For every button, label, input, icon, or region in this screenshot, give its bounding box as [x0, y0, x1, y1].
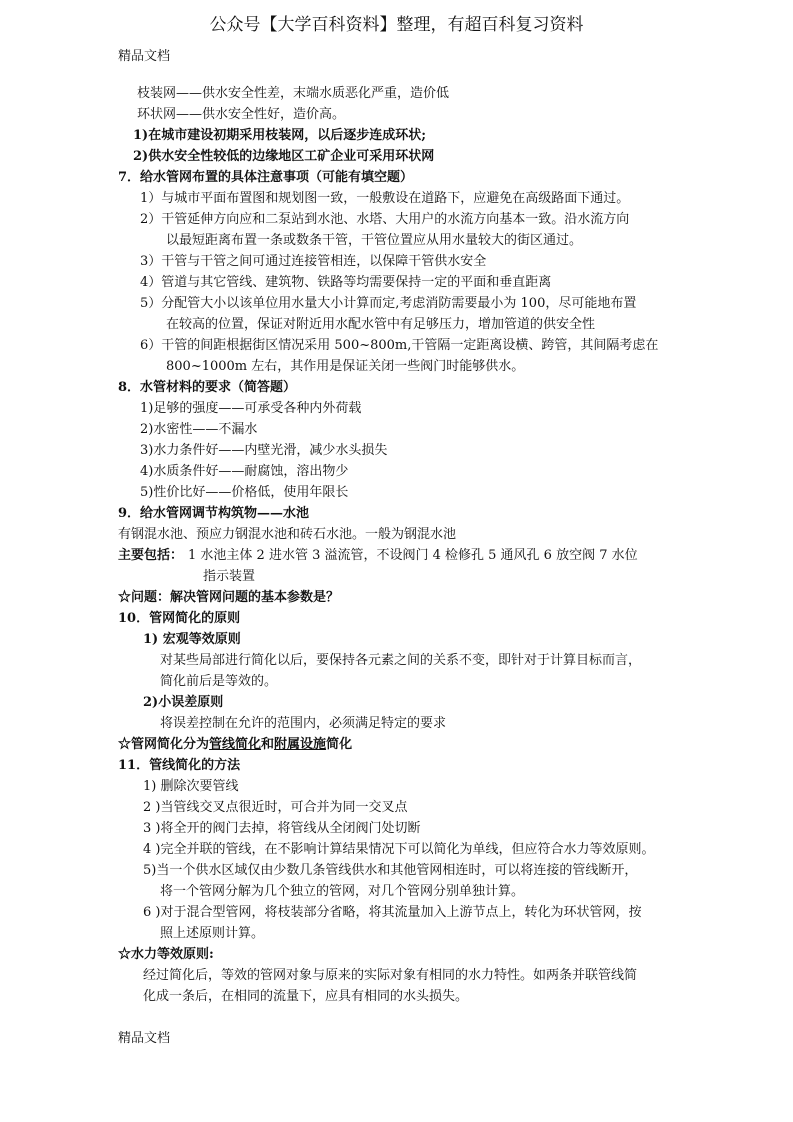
text-line: 枝装网——供水安全性差，末端水质恶化严重，造价低	[137, 86, 450, 101]
text-line: 环状网——供水安全性好，造价高。	[137, 107, 346, 122]
text-line: 简化前后是等效的。	[160, 674, 278, 689]
text-line: 5)当一个供水区域仅由少数几条管线供水和其他管网相连时，可以将连接的管线断开，	[143, 863, 638, 878]
text-line: 3）干管与干管之间可通过连接管相连，以保障干管供水安全	[140, 254, 487, 269]
subheading: 2)小误差原则	[143, 695, 224, 710]
text-line: 2)供水安全性较低的边缘地区工矿企业可采用环状网	[133, 149, 435, 164]
text-line: 5）分配管大小以该单位用水量大小计算而定,考虑消防需要最小为 100，尽可能地布置	[140, 296, 637, 311]
starred-prefix: ☆管网简化分为	[118, 737, 210, 752]
text-line: 1)足够的强度——可承受各种内外荷载	[140, 401, 362, 416]
underlined-term: 管线简化	[209, 737, 262, 752]
section-heading: 10．管网简化的原则	[118, 611, 241, 626]
text-line: 2 )当管线交叉点很近时，可合并为同一交叉点	[143, 800, 408, 815]
section-heading: 9．给水管网调节构筑物——水池	[118, 506, 310, 521]
conjunction: 和	[261, 737, 275, 752]
text-line: 2)水密性——不漏水	[140, 422, 258, 437]
text-line: 3 )将全开的阀门去掉，将管线从全闭阀门处切断	[143, 821, 421, 836]
text-line: 2）干管延伸方向应和二泵站到水池、水塔、大用户的水流方向基本一致。沿水流方向	[140, 212, 630, 227]
starred-heading: ☆水力等效原则:	[118, 947, 214, 962]
text-line: 有钢混水池、预应力钢混水池和砖石水池。一般为钢混水池	[118, 527, 457, 542]
text-line: 对某些局部进行简化以后，要保持各元素之间的关系不变，即针对于计算目标而言，	[160, 653, 642, 668]
starred-suffix: 简化	[326, 737, 353, 752]
text-line: 在较高的位置，保证对附近用水配水管中有足够压力，增加管道的供安全性	[166, 317, 596, 332]
text-line: 经过简化后，等效的管网对象与原来的实际对象有相同的水力特性。如两条并联管线简	[143, 968, 638, 983]
text-line: 1)在城市建设初期采用枝装网，以后逐步连成环状;	[133, 128, 426, 143]
starred-line	[118, 735, 352, 755]
text-line: 1) 删除次要管线	[143, 779, 239, 794]
underlined-term: 附属设施	[274, 737, 327, 752]
text-line: 6）干管的间距根据街区情况采用 500~800m,干管隔一定距离设横、跨管，其间隔考虑在	[140, 338, 659, 353]
text-line: 1）与城市平面布置图和规划图一致，一般敷设在道路下，应避免在高级路面下通过。	[140, 191, 630, 206]
header-banner: 公众号【大学百科资料】整理，有超百科复习资料	[209, 15, 584, 35]
text-line: 将一个管网分解为几个独立的管网，对几个管网分别单独计算。	[160, 884, 525, 899]
text-line: 化成一条后，在相同的流量下，应具有相同的水头损失。	[143, 989, 469, 1004]
text-line: 4 )完全并联的管线，在不影响计算结果情况下可以简化为单线，但应符合水力等效原则。	[143, 842, 655, 857]
question-line: ☆问题：解决管网问题的基本参数是？	[118, 590, 340, 605]
section-heading: 8．水管材料的要求（简答题）	[118, 380, 297, 395]
text-line: 以最短距离布置一条或数条干管，干管位置应从用水量较大的街区通过。	[166, 233, 583, 248]
text-line: 1 水池主体 2 进水管 3 溢流管，不设阀门 4 检修孔 5 通风孔 6 放空阀 7 水位	[188, 548, 638, 563]
section-heading: 11．管线简化的方法	[118, 758, 241, 773]
text-line: 4)水质条件好——耐腐蚀，溶出物少	[140, 464, 349, 479]
text-line: 6 )对于混合型管网，将枝装部分省略，将其流量加入上游节点上，转化为环状管网，按	[143, 905, 642, 920]
section-heading: 7．给水管网布置的具体注意事项（可能有填空题）	[118, 170, 414, 185]
page-tag-top: 精品文档	[118, 49, 171, 64]
page-tag-bottom: 精品文档	[118, 1031, 171, 1046]
text-line: 指示装置	[203, 569, 256, 584]
text-line: 3)水力条件好——内壁光滑，减少水头损失	[140, 443, 388, 458]
text-line: 4）管道与其它管线、建筑物、铁路等均需要保持一定的平面和垂直距离	[140, 275, 552, 290]
text-line: 将误差控制在允许的范围内，必须满足特定的要求	[160, 716, 447, 731]
inline-label: 主要包括：	[118, 548, 184, 563]
text-line: 照上述原则计算。	[160, 926, 265, 941]
text-line: 5)性价比好——价格低，使用年限长	[140, 485, 349, 500]
subheading: 1) 宏观等效原则	[143, 632, 241, 647]
text-line: 800~1000m 左右，其作用是保证关闭一些阀门时能够供水。	[166, 359, 525, 374]
